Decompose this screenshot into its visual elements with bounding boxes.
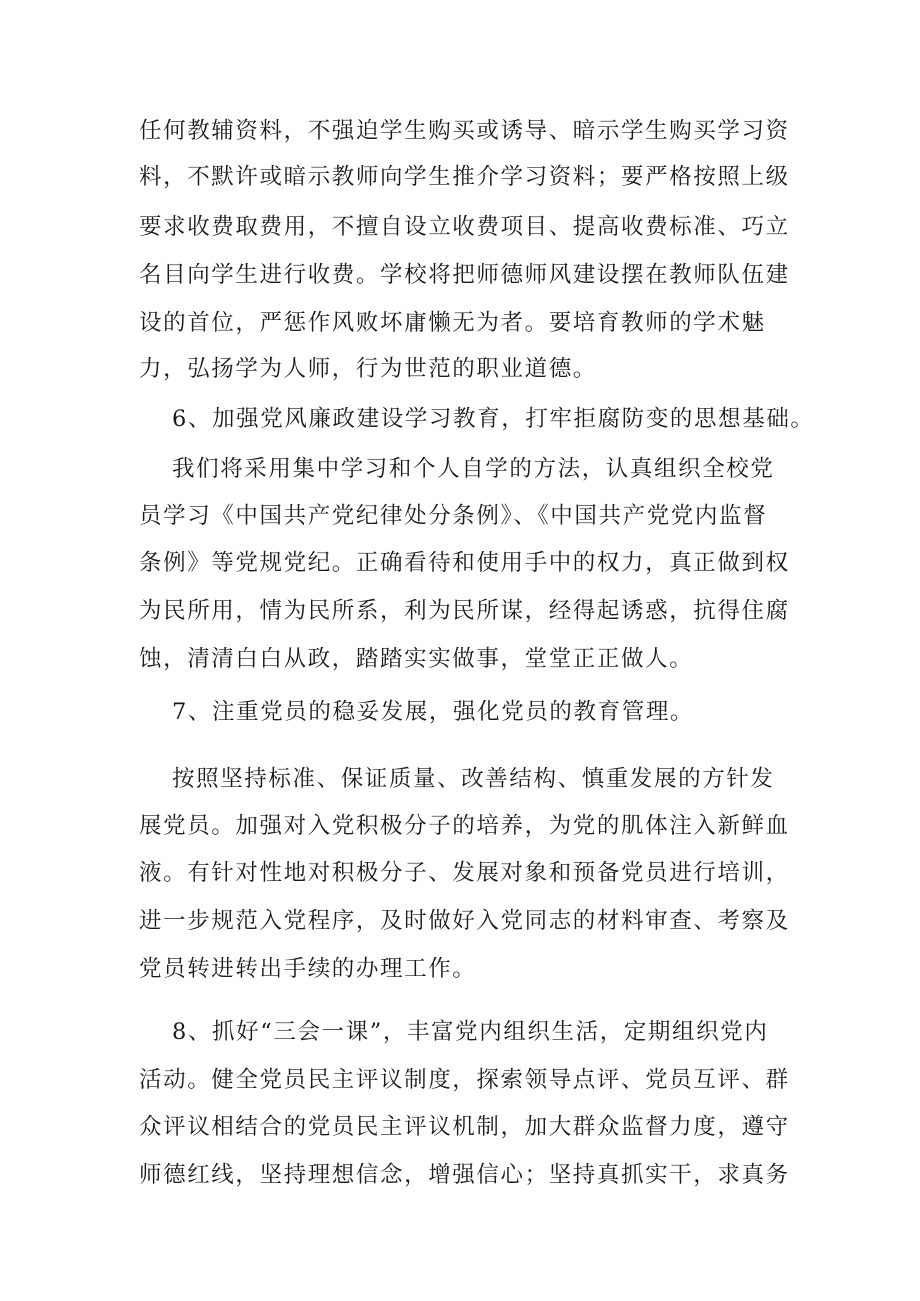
text-line: 党员转进转出手续的办理工作。 (139, 956, 477, 982)
text-line: 设的首位，严惩作风败坏庸懒无为者。要培育教师的学术魅 (139, 310, 766, 336)
text-line: 我们将采用集中学习和个人自学的方法，认真组织全校党 (172, 456, 775, 482)
text-line: 力，弘扬学为人师，行为世范的职业道德。 (139, 356, 597, 382)
text-line: 进一步规范入党程序，及时做好入党同志的材料审查、考察及 (139, 908, 790, 934)
section-heading-6: 6、加强党风廉政建设学习教育，打牢拒腐防变的思想基础。 (172, 406, 815, 432)
text-line: 按照坚持标准、保证质量、改善结构、慎重发展的方针发 (172, 766, 775, 792)
text-line: 要求收费取费用，不擅自设立收费项目、提高收费标准、巧立 (139, 214, 790, 240)
text-line: 员学习《中国共产党纪律处分条例》、《中国共产党党内监督 (139, 503, 768, 529)
text-line: 名目向学生进行收费。学校将把师德师风建设摆在教师队伍建 (139, 262, 790, 288)
text-line: 为民所用，情为民所系，利为民所谋，经得起诱惑，抗得住腐 (139, 598, 790, 624)
text-line: 液。有针对性地对积极分子、发展对象和预备党员进行培训， (139, 860, 790, 886)
text-line: 任何教辅资料，不强迫学生购买或诱导、暗示学生购买学习资 (139, 118, 790, 144)
text-line: 料，不默许或暗示教师向学生推介学习资料；要严格按照上级 (139, 164, 790, 190)
text-line: 师德红线，坚持理想信念，增强信心；坚持真抓实干，求真务 (139, 1162, 790, 1188)
text-line: 条例》等党规党纪。正确看待和使用手中的权力，真正做到权 (139, 550, 790, 576)
section-heading-7: 7、注重党员的稳妥发展，强化党员的教育管理。 (172, 699, 695, 725)
text-line: 活动。健全党员民主评议制度，探索领导点评、党员互评、群 (139, 1067, 790, 1093)
text-line: 众评议相结合的党员民主评议机制，加大群众监督力度，遵守 (139, 1114, 790, 1140)
section-heading-8: 8、抓好“三会一课”，丰富党内组织生活，定期组织党内 (172, 1019, 769, 1045)
text-line: 蚀，清清白白从政，踏踏实实做事，堂堂正正做人。 (139, 646, 694, 672)
text-line: 展党员。加强对入党积极分子的培养，为党的肌体注入新鲜血 (139, 813, 790, 839)
